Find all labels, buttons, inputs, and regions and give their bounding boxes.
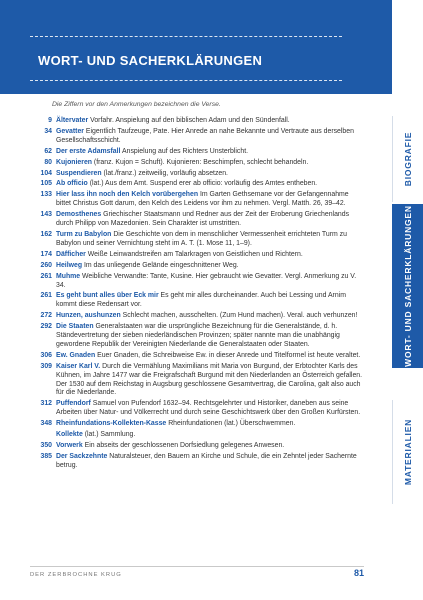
verse-number: 105 — [40, 180, 52, 188]
entry-term: Kujonieren — [56, 158, 92, 166]
verse-number: 261 — [40, 272, 52, 280]
entry-text — [56, 420, 364, 429]
glossary-entry — [30, 211, 364, 229]
glossary-entry — [30, 170, 364, 179]
entry-term: Ältervater — [56, 117, 89, 124]
verse-number: 309 — [40, 362, 52, 370]
glossary-entry — [30, 251, 364, 260]
entry-explanation: Griechischer Staatsmann und Redner aus der Zeit der Eroberung Griechenlands durch Philipp von Mazedonien. Sein Charakter ist umstritten. — [56, 211, 350, 228]
page-number: 81 — [353, 568, 364, 578]
entry-term: Heilweg — [56, 261, 83, 269]
entry-term: Kollekte — [56, 431, 83, 439]
glossary-entry — [30, 453, 364, 471]
glossary-entry — [30, 191, 364, 209]
glossary-entry — [30, 312, 364, 321]
entry-term: Demosthenes — [56, 211, 102, 219]
entry-term: Muhme — [56, 272, 81, 280]
glossary-entry — [30, 148, 364, 157]
entry-explanation: Anspielung auf des Richters Unsterblicht. — [122, 147, 249, 155]
glossary-entry — [30, 292, 364, 310]
verse-number: 292 — [40, 323, 52, 331]
entry-explanation: (lat./franz.) zeitweilig, vorläufig absetzen. — [103, 169, 228, 177]
glossary-entry — [30, 363, 364, 399]
entry-term: Der Sackzehnte — [56, 452, 108, 460]
verse-number: 261 — [40, 292, 52, 300]
tab-label: BIOGRAFIE — [403, 131, 414, 187]
entry-text — [56, 312, 364, 321]
entry-text — [56, 352, 364, 361]
entry-term: Vorwerk — [56, 442, 83, 449]
entry-text — [56, 211, 364, 229]
footer-divider — [30, 566, 364, 567]
entry-term: Rheinfundations-Kollekten-Kasse — [56, 420, 167, 428]
entry-term: Die Staaten — [56, 323, 94, 331]
tab-biografie[interactable] — [392, 116, 423, 202]
verse-note: Die Ziffern vor den Anmerkungen bezeichnen die Verse. — [52, 101, 221, 108]
glossary-entry — [30, 323, 364, 350]
entry-text — [56, 453, 364, 471]
glossary-entry — [30, 128, 364, 146]
verse-number: 34 — [44, 127, 52, 135]
entry-explanation: Im das unliegende Gelände eingeschnittener Weg. — [83, 261, 239, 269]
glossary-entry — [30, 262, 364, 271]
entry-explanation: Eigentlich Taufzeuge, Pate. Hier Anrede an nahe Bekannte und Vertraute aus derselben Gesellschaftsschicht. — [56, 127, 354, 144]
entry-text — [56, 262, 364, 271]
entry-explanation: (franz. Kujon = Schuft). Kujonieren: Beschimpfen, schlecht behandeln. — [93, 158, 309, 166]
entry-explanation: Vorfahr. Anspielung auf den biblischen Adam und den Sündenfall. — [90, 117, 290, 124]
entry-text — [56, 128, 364, 146]
glossary-entry — [30, 159, 364, 168]
entry-explanation: Samuel von Pufendorf 1632–94. Rechtsgelehrter und Historiker, daneben aus seine Arbeiten über Natur- und Völkerrecht und durch seine Geschichtswerk über den Großen Kurfürsten. — [56, 400, 361, 417]
verse-number: 312 — [40, 400, 52, 408]
tab-label: WORT- UND SACHERKLÄRUNGEN — [402, 205, 413, 367]
verse-number: 348 — [40, 420, 52, 428]
entry-term: Hier lass ihn noch den Kelch vorübergehen — [56, 191, 199, 199]
chapter-header — [0, 0, 392, 94]
glossary-entry — [30, 442, 364, 451]
tab-wort-und-sacherklaerungen[interactable] — [392, 204, 423, 368]
entry-term: Gevatter — [56, 127, 84, 135]
glossary-entry — [30, 273, 364, 291]
entry-explanation: Die Geschichte von dem in menschlicher Vermessenheit errichteten Turm zu Babylon und seiner Vernichtung steht im A. T. (1. Mose 11, 1–9). — [56, 230, 347, 247]
glossary-entry — [30, 400, 364, 418]
entry-term: Ew. Gnaden — [56, 351, 96, 359]
verse-number: 104 — [40, 169, 52, 177]
entry-text — [56, 273, 364, 291]
entry-text — [56, 159, 364, 168]
verse-number: 306 — [40, 351, 52, 359]
entry-explanation: Generalstaaten war die ursprüngliche Bezeichnung für die Generalstände, d. h. Ständevertretung der sieben niederländischen Provinzen; später nannte man die unabhängig gewordene Republik der Vereinigten Niederlande die Generalstaaten oder Staaten. — [56, 323, 340, 348]
header-divider-top — [30, 36, 342, 37]
entry-text — [56, 180, 364, 189]
verse-number: 260 — [40, 261, 52, 269]
entry-explanation: Durch die Vermählung Maximilians mit Maria von Burgund, der Erbtochter Karls des Kühnen, im Jahre 1477 war die Freigrafschaft Burgund mit den Niederlanden an Österreich gefallen. Der 1530 auf dem Reichstag in Augsburg geschlossene Gesamtvertrag, die Carolina, galt also auch für die Niederlande. — [56, 362, 363, 397]
entry-term: Puffendorf — [56, 400, 91, 408]
verse-number: 385 — [40, 452, 52, 460]
entry-explanation: Rheinfundationen (lat.) Überschwemmen. — [168, 420, 296, 428]
entry-text — [56, 323, 364, 350]
entry-term: Suspendieren — [56, 169, 102, 177]
entry-explanation: Weiße Leinwandstreifen am Talarkragen von Geistlichen und Richtern. — [87, 250, 303, 258]
entry-text — [56, 117, 364, 126]
entry-explanation: Weibliche Verwandte: Tante, Kusine. Hier gebraucht wie Gevatter. Vergl. Anmerkung zu V. 34. — [56, 272, 357, 289]
entry-text — [56, 231, 364, 249]
entry-term: Däfficher — [56, 250, 86, 258]
verse-number: 350 — [40, 442, 52, 449]
entry-term: Hunzen, aushunzen — [56, 312, 121, 320]
tab-label: MATERIALIEN — [403, 418, 414, 486]
verse-number: 62 — [44, 147, 52, 155]
verse-number: 9 — [48, 117, 52, 124]
verse-number: 80 — [44, 158, 52, 166]
entry-term: Kaiser Karl V. — [56, 362, 101, 370]
entry-explanation: (lat.) Sammlung. — [84, 431, 136, 439]
entry-explanation: Ein abseits der geschlossenen Dorfsiedlung gelegenes Anwesen. — [84, 442, 285, 449]
entry-text — [56, 292, 364, 310]
entry-text — [56, 148, 364, 157]
entry-text — [56, 191, 364, 209]
header-divider-bottom — [30, 80, 342, 81]
entry-term: Ab officio — [56, 180, 88, 188]
footer-book-title: DER ZERBROCHNE KRUG — [30, 572, 122, 578]
glossary-entry — [30, 117, 364, 126]
entry-term: Es geht bunt alles über Eck mir — [56, 292, 159, 300]
verse-number — [30, 431, 56, 440]
entry-text — [56, 251, 364, 260]
entry-explanation: Schlecht machen, ausschelten. (Zum Hund machen). Veral. auch verhunzen! — [122, 312, 358, 320]
entry-text — [56, 400, 364, 418]
entry-text — [56, 363, 364, 399]
verse-number: 143 — [40, 211, 52, 219]
verse-number: 174 — [40, 250, 52, 258]
glossary-entry — [30, 431, 364, 440]
glossary-entry — [30, 180, 364, 189]
entry-text — [56, 170, 364, 179]
entry-text — [56, 431, 364, 440]
glossary-entry — [30, 352, 364, 361]
glossary-entry — [30, 231, 364, 249]
verse-number: 162 — [40, 230, 52, 238]
entry-text — [56, 442, 364, 451]
chapter-title: WORT- UND SACHERKLÄRUNGEN — [38, 53, 263, 68]
glossary-list — [30, 117, 364, 473]
verse-number: 133 — [40, 191, 52, 199]
entry-explanation: Euer Gnaden, die Schreibweise Ew. in dieser Anrede und Titelformel ist heute veraltet. — [97, 351, 361, 359]
entry-term: Turm zu Babylon — [56, 230, 112, 238]
tab-materialien[interactable] — [392, 400, 423, 504]
glossary-entry — [30, 420, 364, 429]
verse-number: 272 — [40, 312, 52, 320]
entry-explanation: (lat.) Aus dem Amt. Suspend erer ab officio: vorläufig des Amtes entheben. — [89, 180, 318, 188]
entry-explanation: Es geht mir alles durcheinander. Auch bei Lessing und Arnim kommt diese Redensart vor. — [56, 292, 346, 309]
entry-explanation: Naturalsteuer, den Bauern an Kirche und Schule, die ein Zehntel jeder Sachernte betrug. — [56, 452, 357, 469]
entry-term: Der erste Adamsfall — [56, 147, 121, 155]
entry-explanation: Im Garten Gethsemane vor der Gefangennahme bittet Christus Gott darum, den Kelch des Leidens vor ihm zu nehmen. Vergl. Matth. 26, 39–42. — [56, 191, 349, 208]
